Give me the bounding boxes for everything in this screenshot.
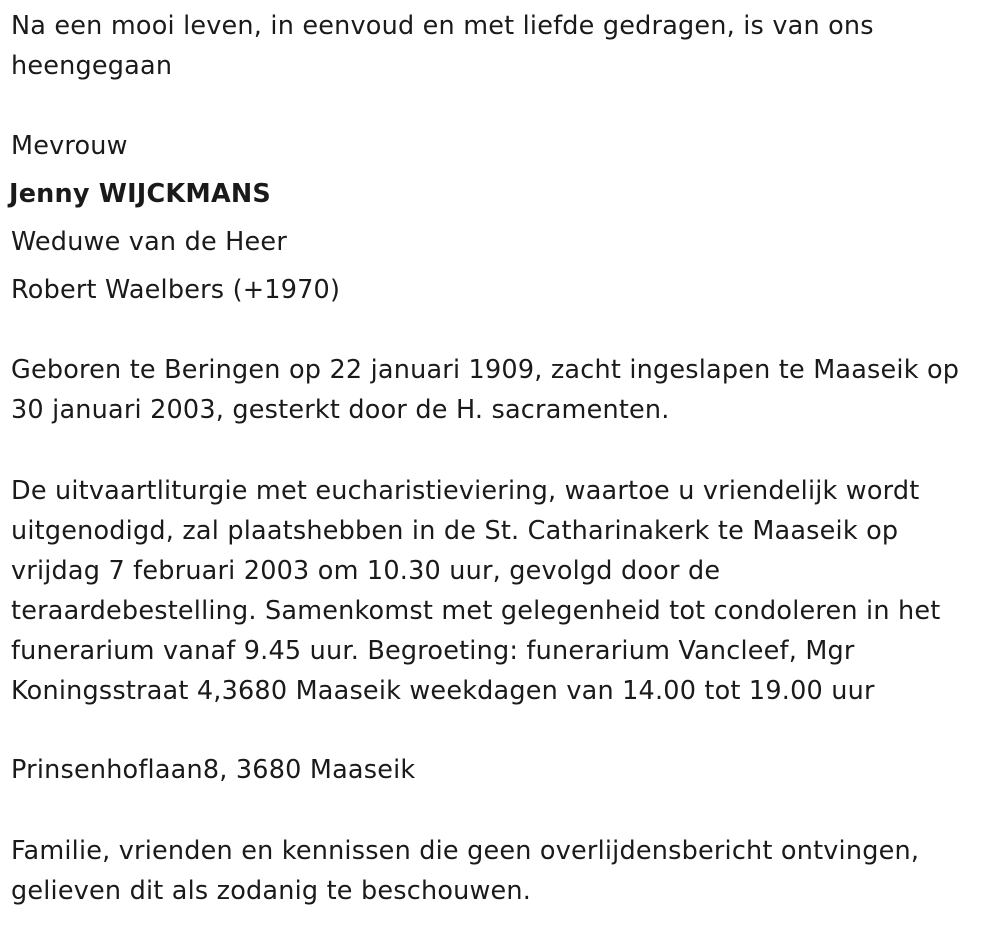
liturgy-line-5: funerarium vanaf 9.45 uur. Begroeting: funerarium Vancleef, Mgr <box>11 636 855 666</box>
liturgy-line-1: De uitvaartliturgie met eucharistieviering, waartoe u vriendelijk wordt <box>11 476 920 506</box>
notice-line-1: Familie, vrienden en kennissen die geen overlijdensbericht ontvingen, <box>11 836 920 866</box>
spouse-name: Robert Waelbers (+1970) <box>11 275 341 305</box>
birth-death-line-2: 30 januari 2003, gesterkt door de H. sacramenten. <box>11 395 670 425</box>
birth-death-paragraph <box>11 350 986 430</box>
birth-death-line-1: Geboren te Beringen op 22 januari 1909, zacht ingeslapen te Maaseik op <box>11 355 960 385</box>
notice-line-2: gelieven dit als zodanig te beschouwen. <box>11 876 532 906</box>
liturgy-paragraph <box>11 471 986 711</box>
liturgy-line-3: vrijdag 7 februari 2003 om 10.30 uur, gevolgd door de <box>11 556 721 586</box>
intro-paragraph <box>11 6 986 86</box>
liturgy-line-4: teraardebestelling. Samenkomst met gelegenheid tot condoleren in het <box>11 596 941 626</box>
notice-paragraph <box>11 831 986 911</box>
liturgy-line-2: uitgenodigd, zal plaatshebben in de St. Catharinakerk te Maaseik op <box>11 516 899 546</box>
intro-line-2: heengegaan <box>11 51 173 81</box>
intro-line-1: Na een mooi leven, in eenvoud en met liefde gedragen, is van ons <box>11 11 874 41</box>
deceased-title: Mevrouw <box>11 131 128 161</box>
widow-of-label: Weduwe van de Heer <box>11 227 288 257</box>
liturgy-line-6: Koningsstraat 4,3680 Maaseik weekdagen van 14.00 tot 19.00 uur <box>11 676 875 706</box>
deceased-name: Jenny WIJCKMANS <box>9 179 271 209</box>
home-address: Prinsenhoflaan8, 3680 Maaseik <box>11 755 416 785</box>
